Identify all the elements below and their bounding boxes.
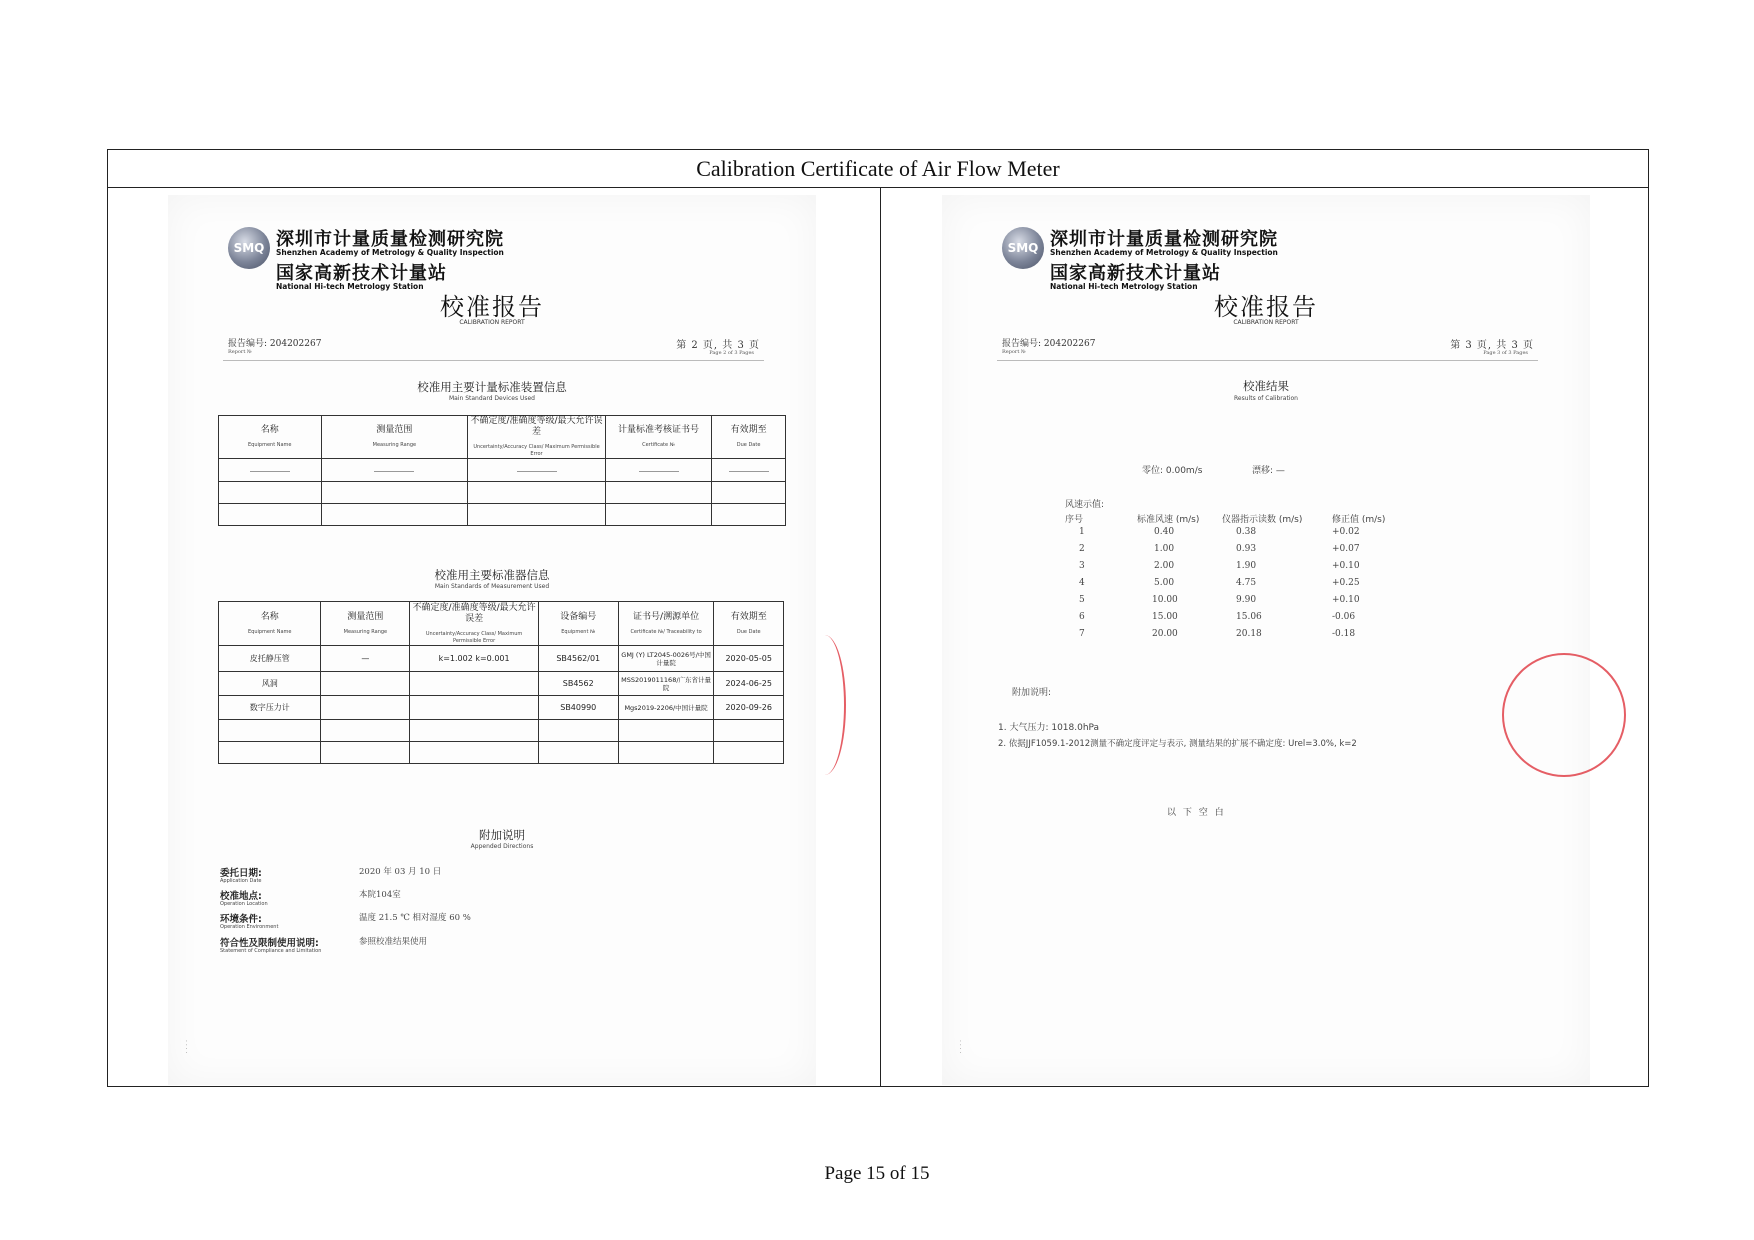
report-number: 报告编号: 204202267 — [228, 339, 322, 349]
page-footer: Page 15 of 15 — [824, 1163, 930, 1184]
result-cell: 0.38 — [1236, 527, 1257, 537]
page-info-en: Page 2 of 3 Pages — [709, 350, 754, 356]
result-cell: 7 — [1079, 629, 1085, 639]
table-row — [219, 720, 784, 742]
header-rule — [223, 360, 764, 361]
table-row — [219, 504, 786, 526]
result-cell: 15.06 — [1236, 612, 1262, 622]
org-name-en: Shenzhen Academy of Metrology & Quality Inspection — [1050, 248, 1278, 257]
result-cell: +0.02 — [1332, 527, 1360, 537]
report-title: 校准报告 — [1214, 293, 1318, 321]
result-cell: 6 — [1079, 612, 1085, 622]
report-number-en: Report № — [228, 349, 252, 355]
report-title: 校准报告 — [440, 293, 544, 321]
smq-logo: SMQ — [228, 227, 270, 269]
section-standards-subtitle: Main Standards of Measurement Used — [434, 583, 550, 590]
result-cell: +0.25 — [1332, 578, 1360, 588]
report-number: 报告编号: 204202267 — [1002, 339, 1096, 349]
org-name-cn: 深圳市计量质量检测研究院 — [276, 229, 504, 250]
col-header-standard: 标准风速 (m/s) — [1137, 515, 1200, 525]
station-name-cn: 国家高新技术计量站 — [276, 263, 447, 284]
scan-page-2 — [168, 195, 816, 1085]
appended-title: 附加说明 — [479, 828, 525, 842]
table-header-cell: 有效期至 Due Date — [712, 416, 786, 459]
table-header-cell: 不确定度/准确度等级/最大允许误差 Uncertainty/Accuracy Class/ Maximum Permissible Error — [410, 602, 538, 646]
application-date-label-en: Application Date — [220, 878, 262, 884]
result-cell: 1.90 — [1236, 561, 1257, 571]
table-header-cell: 名称 Equipment Name — [219, 602, 321, 646]
smq-logo: SMQ — [1002, 227, 1044, 269]
note-uncertainty: 2. 依据JJF1059.1-2012测量不确定度评定与表示, 测量结果的扩展不确定度: Urel=3.0%, k=2 — [998, 739, 1357, 749]
station-name-cn: 国家高新技术计量站 — [1050, 263, 1221, 284]
table-row: 数字压力计 SB40990 Mgs2019-2206/中国计量院 2020-09-26 — [219, 696, 784, 720]
results-title: 校准结果 — [1243, 379, 1289, 393]
environment-value: 温度 21.5 ℃ 相对湿度 60 % — [359, 913, 471, 923]
wind-speed-label: 风速示值: — [1065, 500, 1105, 510]
environment-label: 环境条件: — [220, 914, 262, 925]
result-cell: 5.00 — [1154, 578, 1175, 588]
table-row: 风洞 SB4562 MSS2019011168/广东省计量院 2024-06-25 — [219, 672, 784, 696]
result-cell: 1 — [1079, 527, 1085, 537]
report-header — [1002, 225, 1442, 295]
result-cell: 4 — [1079, 578, 1085, 588]
page-info: 第 3 页, 共 3 页 — [1450, 340, 1534, 351]
result-cell: 9.90 — [1236, 595, 1257, 605]
section-devices-title: 校准用主要计量标准装置信息 — [417, 380, 567, 394]
station-name-en: National Hi-tech Metrology Station — [1050, 282, 1198, 291]
result-cell: +0.07 — [1332, 544, 1360, 554]
table-header-cell: 设备编号 Equipment № — [538, 602, 618, 646]
results-subtitle: Results of Calibration — [1234, 395, 1298, 402]
column-divider — [880, 187, 881, 1086]
table-header-row — [219, 416, 786, 459]
result-cell: 3 — [1079, 561, 1085, 571]
result-cell: 0.40 — [1154, 527, 1175, 537]
note-pressure: 1. 大气压力: 1018.0hPa — [998, 723, 1100, 733]
appended-subtitle: Appended Directions — [470, 843, 534, 850]
compliance-value: 参照校准结果使用 — [359, 937, 428, 947]
section-standards-title: 校准用主要标准器信息 — [434, 568, 550, 582]
org-name-cn: 深圳市计量质量检测研究院 — [1050, 229, 1278, 250]
application-date-label: 委托日期: — [220, 868, 262, 879]
table-header-cell: 测量范围 Measuring Range — [321, 602, 410, 646]
table-row — [219, 459, 786, 482]
location-label-en: Operation Location — [220, 901, 268, 907]
report-subtitle: CALIBRATION REPORT — [459, 319, 525, 326]
section-devices-subtitle: Main Standard Devices Used — [448, 395, 535, 402]
end-of-report: 以 下 空 白 — [1167, 808, 1226, 818]
red-stamp-partial — [804, 635, 846, 775]
result-cell: 15.00 — [1152, 612, 1178, 622]
result-cell: +0.10 — [1332, 595, 1360, 605]
table-header-cell: 证书号/溯源单位 Certificate №/ Traceability to — [618, 602, 714, 646]
compliance-label-en: Statement of Compliance and Limitation — [220, 948, 322, 954]
compliance-label: 符合性及限制使用说明: — [220, 938, 319, 949]
drift-reading: 漂移: — — [1252, 466, 1285, 476]
col-header-correction: 修正值 (m/s) — [1332, 515, 1386, 525]
result-cell: 2 — [1079, 544, 1085, 554]
location-label: 校准地点: — [220, 891, 262, 902]
certificate-title: Calibration Certificate of Air Flow Meter — [108, 150, 1648, 188]
result-cell: 2.00 — [1154, 561, 1175, 571]
application-date-value: 2020 年 03 月 10 日 — [359, 867, 442, 877]
environment-label-en: Operation Environment — [220, 924, 279, 930]
notes-title: 附加说明: — [1012, 688, 1052, 698]
table-header-cell: 测量范围 Measuring Range — [321, 416, 468, 459]
result-cell: 0.93 — [1236, 544, 1257, 554]
result-cell: +0.10 — [1332, 561, 1360, 571]
result-cell: 1.00 — [1154, 544, 1175, 554]
scan-edge-mark: · · · · — [182, 1040, 189, 1054]
result-cell: 5 — [1079, 595, 1085, 605]
report-header — [228, 225, 668, 295]
org-name-en: Shenzhen Academy of Metrology & Quality Inspection — [276, 248, 504, 257]
scan-edge-mark: · · · · — [956, 1040, 963, 1054]
standard-devices-table — [218, 415, 786, 526]
red-stamp — [1502, 653, 1626, 777]
zero-reading: 零位: 0.00m/s — [1142, 466, 1203, 476]
result-cell: 10.00 — [1152, 595, 1178, 605]
header-rule — [997, 360, 1538, 361]
report-subtitle: CALIBRATION REPORT — [1233, 319, 1299, 326]
result-cell: 20.00 — [1152, 629, 1178, 639]
table-row: 皮托静压管 — k=1.002 k=0.001 SB4562/01 GMJ (Y) LT2045-0026号/中国计量院 2020-05-05 — [219, 646, 784, 672]
table-header-cell: 名称 Equipment Name — [219, 416, 322, 459]
col-header-reading: 仪器指示读数 (m/s) — [1222, 515, 1303, 525]
scan-page-3 — [942, 195, 1590, 1085]
page-info: 第 2 页, 共 3 页 — [676, 340, 760, 351]
table-header-row — [219, 602, 784, 646]
result-cell: 4.75 — [1236, 578, 1257, 588]
report-number-en: Report № — [1002, 349, 1026, 355]
col-header-index: 序号 — [1065, 515, 1084, 525]
table-header-cell: 不确定度/准确度等级/最大允许误差 Uncertainty/Accuracy Class/ Maximum Permissible Error — [468, 416, 606, 459]
table-row — [219, 742, 784, 764]
station-name-en: National Hi-tech Metrology Station — [276, 282, 424, 291]
result-cell: 20.18 — [1236, 629, 1262, 639]
table-row — [219, 482, 786, 504]
result-cell: -0.18 — [1332, 629, 1356, 639]
page-info-en: Page 3 of 3 Pages — [1483, 350, 1528, 356]
table-header-cell: 计量标准考核证书号 Certificate № — [605, 416, 711, 459]
standards-table — [218, 601, 784, 764]
location-value: 本院104室 — [359, 890, 401, 900]
table-header-cell: 有效期至 Due Date — [714, 602, 784, 646]
result-cell: -0.06 — [1332, 612, 1356, 622]
